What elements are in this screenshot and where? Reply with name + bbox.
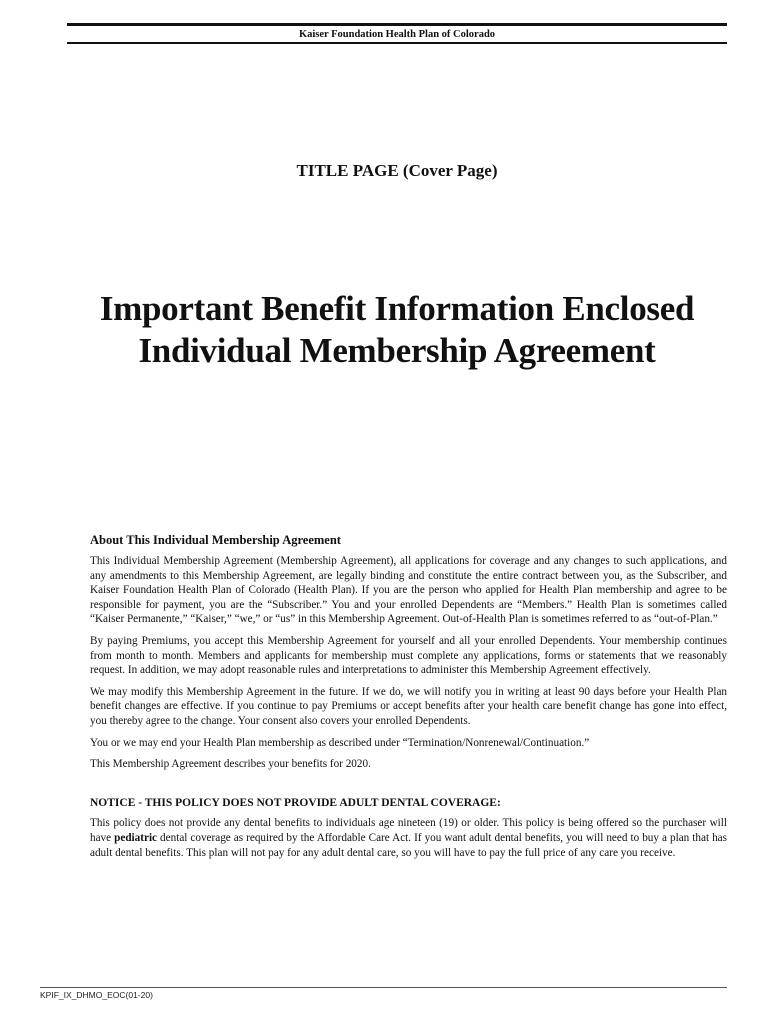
about-paragraph-4: You or we may end your Health Plan membership as described under “Termination/Nonrenewal/Continuation.” — [90, 736, 590, 749]
header-top-rule — [67, 23, 727, 26]
main-headline — [40, 288, 754, 372]
about-paragraph-5: This Membership Agreement describes your benefits for 2020. — [90, 758, 371, 771]
footer-rule — [40, 987, 727, 988]
notice-text-bold: pediatric — [114, 831, 158, 844]
notice-heading: NOTICE - THIS POLICY DOES NOT PROVIDE ADULT DENTAL COVERAGE: — [90, 796, 501, 809]
header-bottom-rule — [67, 42, 727, 44]
about-paragraph-2: By paying Premiums, you accept this Membership Agreement for yourself and all your enrolled Dependents. Your membership continues from month to month. Members and applicants for membership must complete any applications, forms or statements that we reasonably request. In addition, we may adopt reasonable rules and interpretations to administer this Membership Agreement effectively. — [90, 634, 727, 677]
header-organization: Kaiser Foundation Health Plan of Colorado — [298, 29, 496, 40]
notice-text-before: This policy does not provide any dental benefits to individuals age nineteen (19) or older. This policy is being offered so the purchaser will have — [90, 817, 727, 844]
footer-code: KPIF_IX_DHMO_EOC(01-20) — [40, 990, 153, 1000]
notice-text-after: dental coverage as required by the Affordable Care Act. If you want adult dental benefits, you will need to buy a plan that has adult dental benefits. This plan will not pay for any adult dental care, so you will have to pay the full price of any care you receive. — [90, 831, 727, 859]
headline-line-2: Individual Membership Agreement — [138, 331, 656, 370]
notice-paragraph — [90, 816, 727, 860]
about-paragraph-3: We may modify this Membership Agreement in the future. If we do, we will notify you in writing at least 90 days before your Health Plan benefit changes are effective. If you continue to pay Premiums or accept benefits after your health care benefit change has gone into effect, you thereby agree to the change. Your consent also covers your enrolled Dependents. — [90, 685, 727, 727]
headline-line-1: Important Benefit Information Enclosed — [99, 289, 695, 328]
about-heading: About This Individual Membership Agreement — [90, 533, 341, 547]
about-paragraph-1: This Individual Membership Agreement (Membership Agreement), all applications for coverage and any changes to such applications, and any amendments to this Membership Agreement, are legally binding and constitute the entire contract between you, as the Subscriber, and Kaiser Foundation Health Plan of Colorado (Health Plan). If you are the person who applied for Health Plan membership and agree to be responsible for payment, you are the “Subscriber.” You and your enrolled Dependents are “Members.” Health Plan is sometimes called “Kaiser Permanente,” “Kaiser,” “we,” or “us” in this Membership Agreement. Out-of-Health Plan is sometimes referred to as “out-of-Plan.” — [90, 555, 727, 626]
cover-page-title: TITLE PAGE (Cover Page) — [296, 161, 498, 180]
document-body — [90, 532, 727, 867]
